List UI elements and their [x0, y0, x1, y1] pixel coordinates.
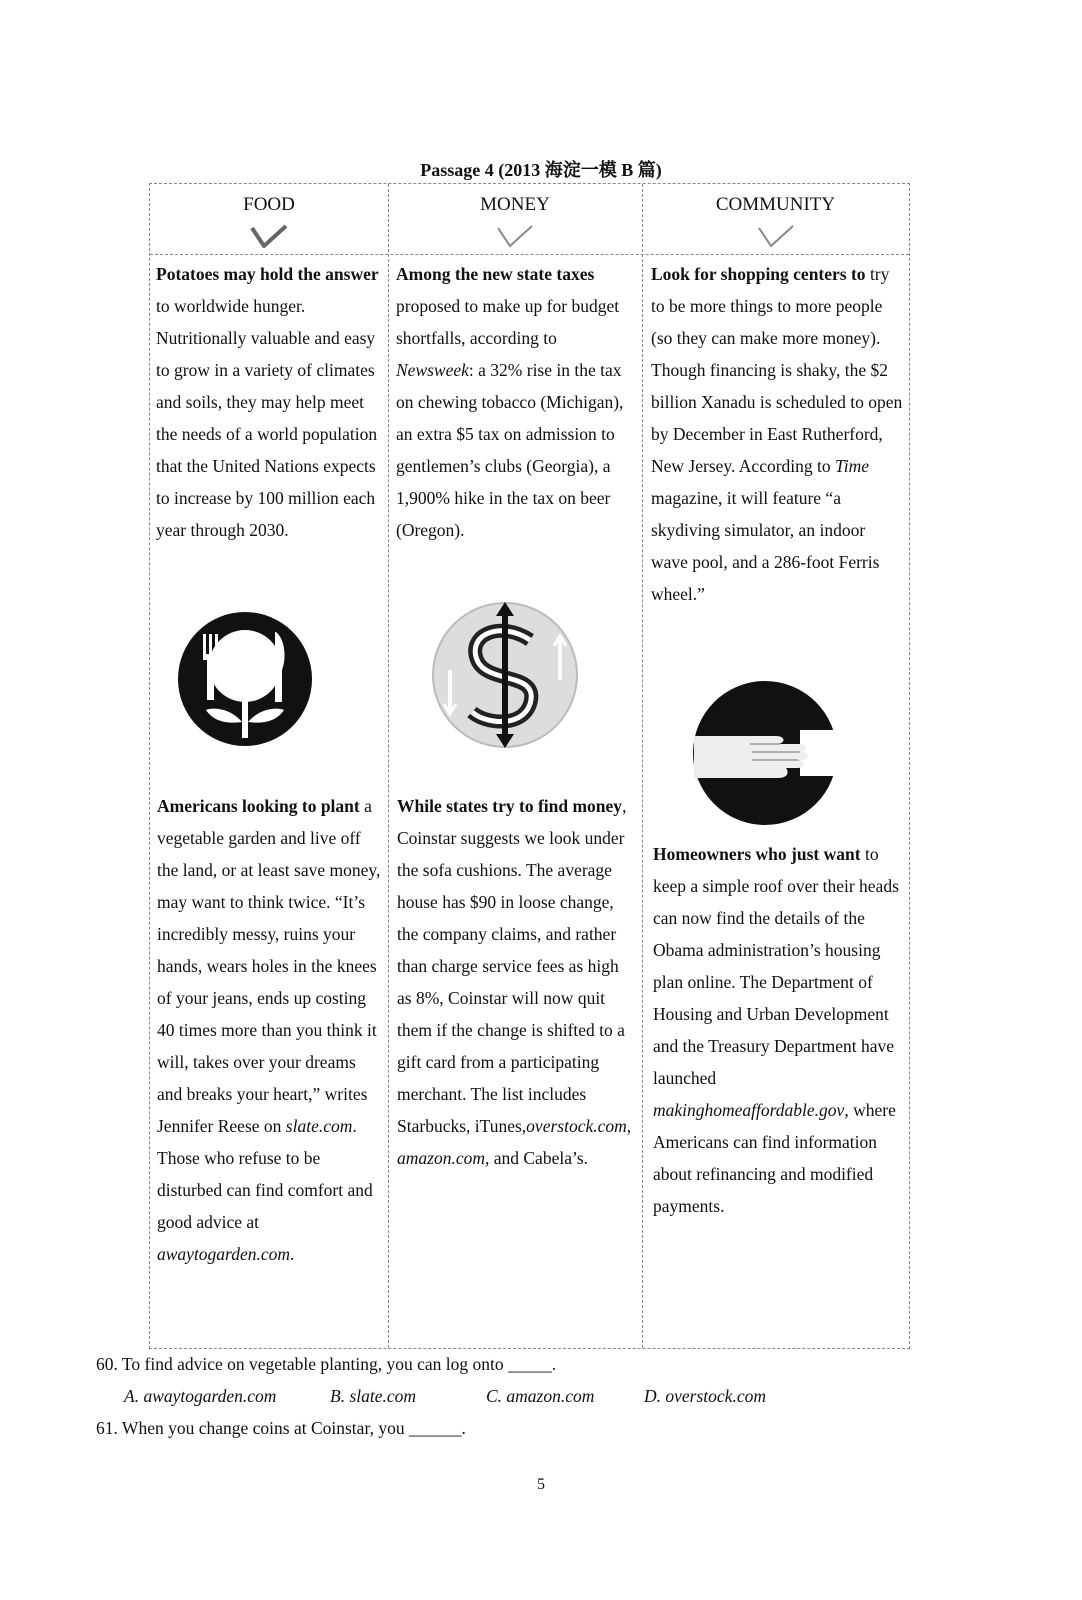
column-header-food — [150, 194, 388, 248]
food-paragraph-1: Potatoes may hold the answer to worldwide hunger. Nutritionally valuable and easy to grow in a variety of climates and soils, they may help meet the needs of a world population that the United Nations expects to increase by 100 million each year through 2030. — [156, 264, 379, 540]
site-link: makinghomeaffordable.gov — [653, 1100, 845, 1120]
community-paragraph-1: Look for shopping centers to try to be more things to more people (so they can make more money). Though financing is shaky, the $2 billion Xanadu is scheduled to open by December in East Rutherford, New Jersey. According to Time magazine, it will feature “a skydiving simulator, an indoor wave pool, and a 286-foot Ferris wheel.” — [651, 264, 903, 604]
check-chevron-icon — [250, 224, 288, 248]
question-60: 60. To find advice on vegetable planting, you can log onto _____. — [96, 1354, 557, 1374]
question-60-option-b: B. slate.com — [330, 1386, 417, 1406]
food-paragraph-2: Americans looking to plant a vegetable garden and live off the land, or at least save money, may want to think twice. “It’s incredibly messy, ruins your hands, wears holes in the knees of your jeans, ends up costing 40 times more than you think it will, takes over your dreams and breaks your heart,” writes Jennifer Reese on slate.com. Those who refuse to be disturbed can find comfort and good advice at awaytogarden.com. — [157, 796, 381, 1264]
question-60-option-c: C. amazon.com — [486, 1386, 595, 1406]
site-link: overstock.com — [526, 1116, 627, 1136]
passage-grid — [149, 183, 910, 1349]
passage-title: Passage 4 (2013 海淀一模 B 篇) — [420, 160, 662, 180]
money-paragraph-1: Among the new state taxes proposed to make up for budget shortfalls, according to Newsweek: a 32% rise in the tax on chewing tobacco (Michigan), an extra $5 tax on admission to gentlemen’s clubs (Georgia), a 1,900% hike in the tax on beer (Oregon). — [396, 264, 624, 540]
column-header-label: COMMUNITY — [715, 194, 836, 215]
column-header-label: MONEY — [480, 194, 550, 215]
column-divider — [642, 184, 643, 1348]
community-paragraph-2: Homeowners who just want to keep a simple roof over their heads can now find the details of the Obama administration’s housing plan online. The Department of Housing and Urban Development and the Treasury Department have launched makinghomeaffordable.gov, where Americans can find information about refinancing and modified payments. — [653, 844, 899, 1216]
column-header-money — [388, 194, 642, 248]
column-divider — [388, 184, 389, 1348]
column-header-community — [642, 194, 909, 248]
question-60-option-a: A. awaytogarden.com — [124, 1386, 277, 1406]
site-link: slate.com — [285, 1116, 353, 1136]
site-link: awaytogarden.com — [157, 1244, 291, 1264]
dollar-arrows-icon — [430, 600, 580, 750]
hand-circle-icon — [690, 678, 840, 828]
header-divider — [150, 254, 909, 255]
plate-fork-knife-plant-icon — [176, 610, 314, 748]
check-chevron-icon — [757, 224, 795, 248]
question-61: 61. When you change coins at Coinstar, you ______. — [96, 1418, 466, 1438]
check-chevron-icon — [496, 224, 534, 248]
page-number: 5 — [537, 1476, 545, 1493]
site-link: amazon.com — [397, 1148, 485, 1168]
column-header-label: FOOD — [243, 194, 295, 215]
question-60-option-d: D. overstock.com — [644, 1386, 766, 1406]
money-paragraph-2: While states try to find money, Coinstar suggests we look under the sofa cushions. The average house has $90 in loose change, the company claims, and rather than charge service fees as high as 8%, Coinstar will now quit them if the change is shifted to a gift card from a participating merchant. The list includes Starbucks, iTunes,overstock.com, amazon.com, and Cabela’s. — [397, 796, 632, 1168]
